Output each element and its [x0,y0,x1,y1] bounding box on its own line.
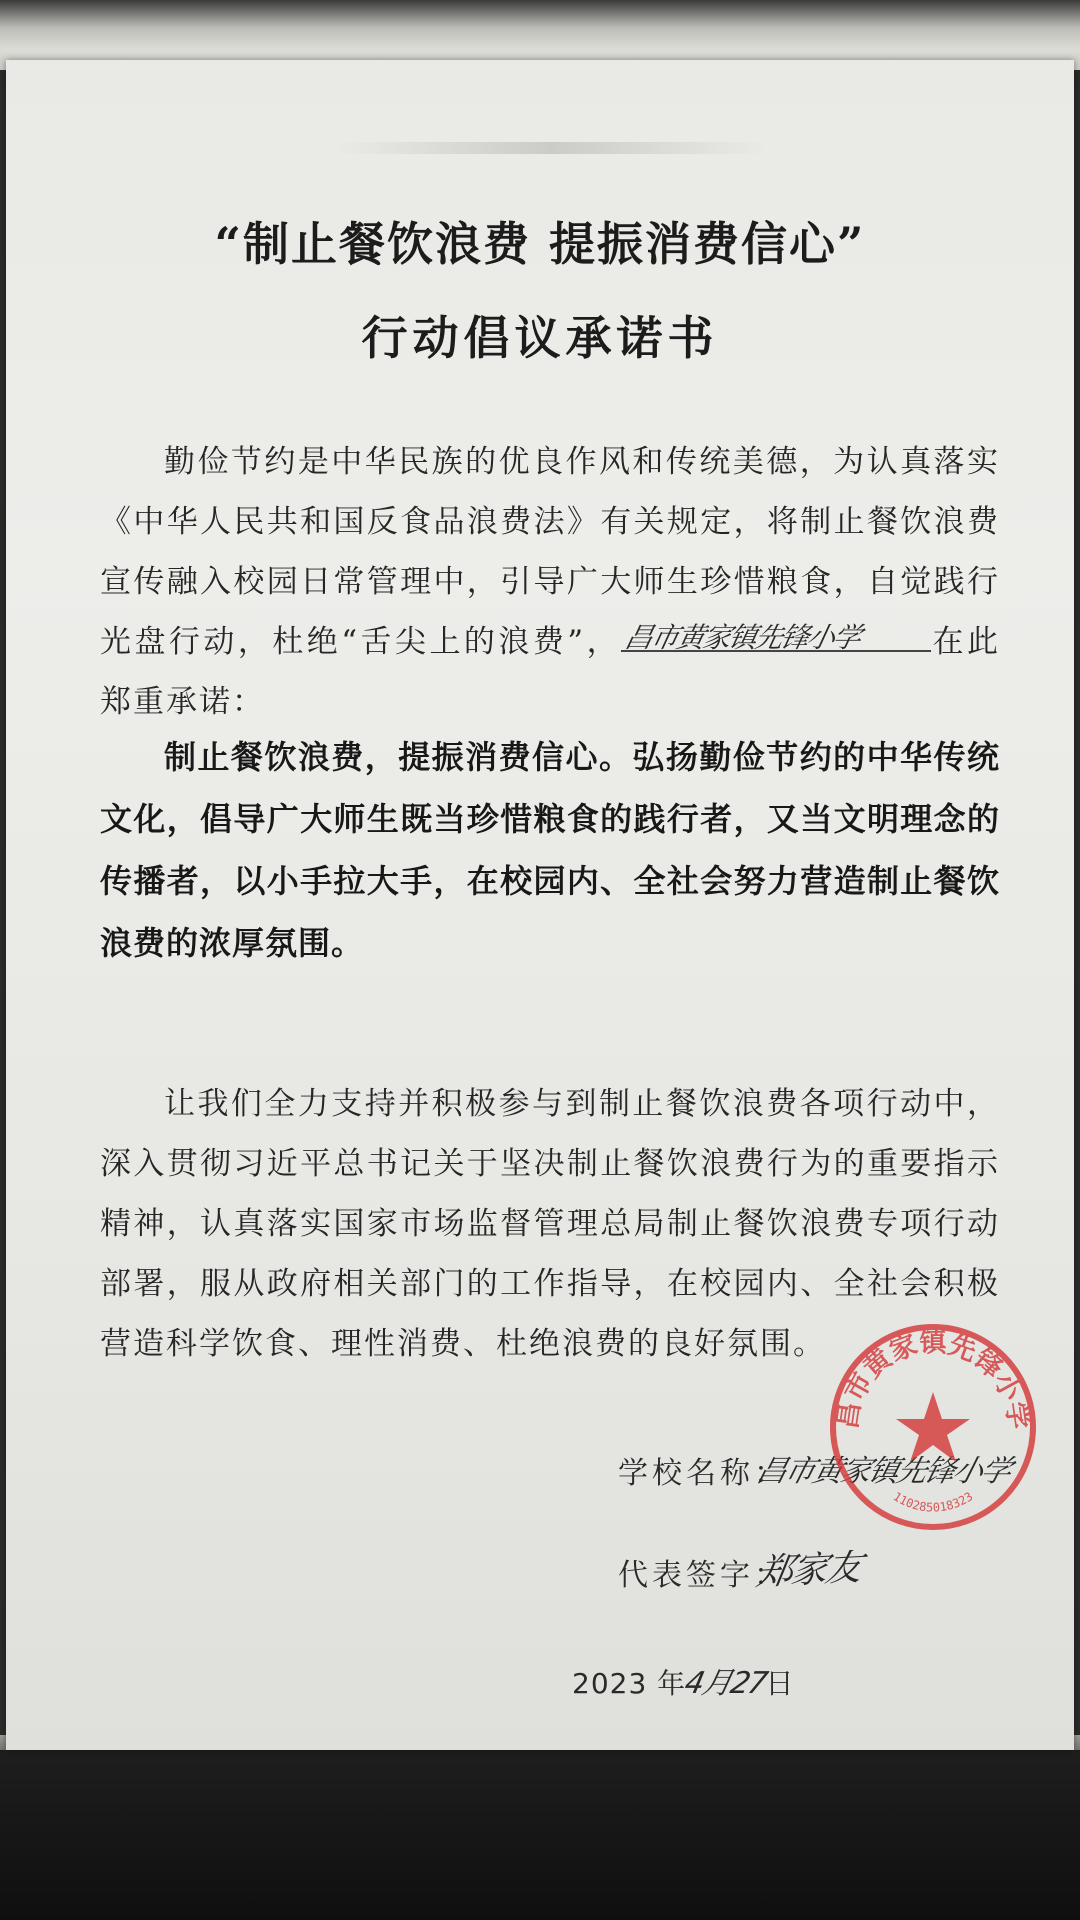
date-year: 2023 [572,1667,648,1700]
date-year-char: 年 [657,1667,687,1700]
bleed-through-mark [336,142,766,154]
paragraph-action: 让我们全力支持并积极参与到制止餐饮浪费各项行动中，深入贯彻习近平总书记关于坚决制止餐饮浪费行为的重要指示精神，认真落实国家市场监督管理总局制止餐饮浪费专项行动部署，服从政府相关部门的工作指导，在校园内、全社会积极营造科学饮食、理性消费、杜绝浪费的良好氛围。 [100,1086,1000,1362]
handwritten-blank [621,616,931,652]
stamp-star-icon [896,1392,970,1462]
svg-text:110285018323 [891,1489,976,1514]
official-seal-stamp [828,1322,1038,1532]
representative-label: 代表签字： [618,1558,788,1593]
school-name-label: 学校名称： [618,1456,788,1491]
representative-signature: 郑家友 [753,1547,864,1594]
date-month-handwritten: 4月 [681,1666,735,1701]
background-bottom [0,1750,1080,1920]
stamp-arc-text: 昌市黄家镇先锋小学 [832,1327,1034,1432]
document-title-line2: 行动倡议承诺书 [361,311,719,365]
paragraph-intro-text: 勤俭节约是中华民族的优良作风和传统美德，为认真落实《中华人民共和国反食品浪费法》有关规定，将制止餐饮浪费宣传融入校园日常管理中，引导广大师生珍惜粮食，自觉践行光盘行动，杜绝“舌尖上的浪费”， [100,444,1000,660]
paragraph-pledge-bold: 制止餐饮浪费，提振消费信心。弘扬勤俭节约的中华传统文化，倡导广大师生既当珍惜粮食的践行者，又当文明理念的传播者，以小手拉大手，在校园内、全社会努力营造制止餐饮浪费的浓厚氛围。 [100,738,1000,962]
signing-date [572,1658,794,1702]
date-day-char: 日 [765,1667,795,1700]
stamp-number: 110285018323 [890,1489,976,1515]
document-title-line1: “制止餐饮浪费 提振消费信心” [214,217,866,271]
document-page [6,60,1074,1750]
paragraph-intro-tail: 在此郑重承诺： [100,624,1000,720]
school-name-signature: 昌市黄家镇先锋小学 [752,1454,1014,1489]
date-day-handwritten: 27 [727,1666,770,1701]
paragraph-intro [100,432,1000,732]
handwritten-school-name: 昌市黄家镇先锋小学 [621,621,863,654]
